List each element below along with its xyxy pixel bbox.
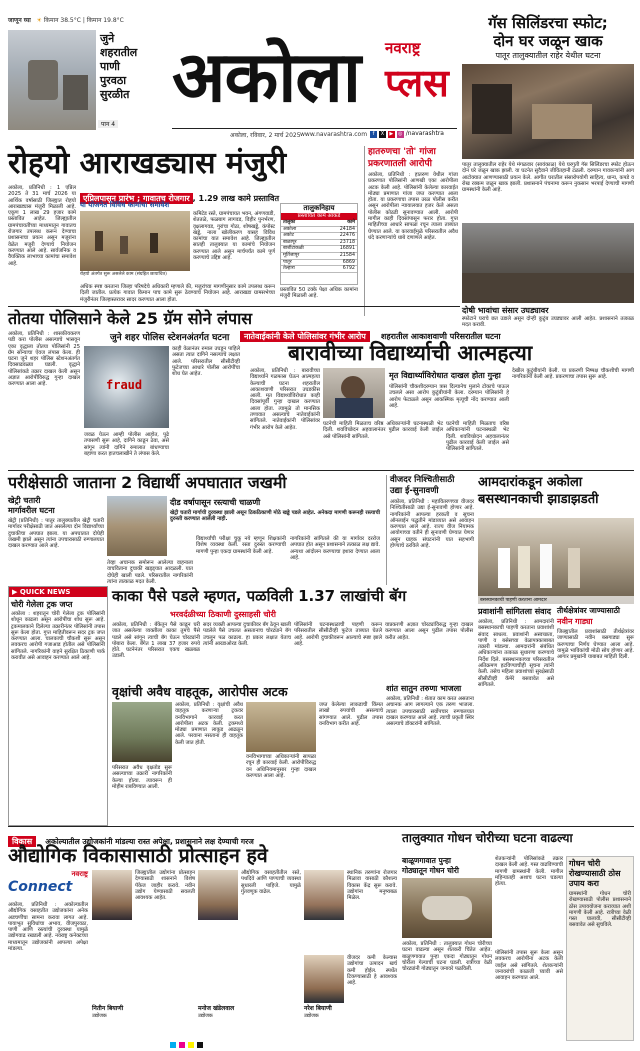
kaka-tag: भरवर्दळीच्या ठिकाणी दुस्साहसी चोरी: [170, 610, 276, 619]
table-cell: बार्शीटाकळी: [281, 246, 324, 253]
table-subtitle: प्रस्तावित कामे आकडे: [281, 213, 357, 220]
teaser-line: सुरळीत: [100, 88, 130, 101]
fraud-photo: [84, 346, 169, 428]
person-name-3: [304, 1005, 399, 1019]
cattle-body-1: अकोला, प्रतिनिधी : तालुक्यात गोधन चोरीच्या घटना वाढल्या असून शेतकरी चिंतेत आहेत. बाळूणगावात पुन्हा एकदा गोठ्यातून गोधन चोरीला गेल्याची घटना घडली. रात्रीच्या वेळी चोरट्यांनी गोठ्यातून जनावरे पळविली.: [402, 941, 492, 973]
trees-photo: [112, 702, 172, 762]
teaser-line: शहरातील: [100, 46, 138, 59]
connect-top: नवराष्ट्र: [71, 870, 88, 878]
lead-subtag: या योजनेत विविध कामांचा समावेश: [80, 201, 170, 209]
electricity-body: अकोला, प्रतिनिधी : महावितरणच्या वीजदर निश्चितीसाठी उद्या ई-सुनावणी होणार आहे. नागरिकांनी आपल्या हरकती व सूचना ऑनलाईन पद्धतीने मांडाव्यात असे आवाहन करण्यात आले आहे. राज्य वीज नियामक आयोगाच्या वतीने ही सुनावणी घेण्यात येणार असून ग्राहक संघटनांनी यात सहभागी होण्याचे ठरविले आहे.: [390, 499, 474, 550]
table-cell: 24184: [324, 226, 357, 233]
kaka-headline: काका पैसे पडले म्हणत, पळविली 1.37 लाखांची बॅग: [112, 587, 407, 605]
accident-left: [8, 496, 104, 582]
table-cell: तेल्हारा: [281, 266, 324, 273]
kaka-col2: सदर व्यक्ती आपल्या दुचाकीवर बॅग ठेवून खाली पडलेले पैसे उचलत असतानाच चोरट्याने बॅग उचलून पळ काढला. हा प्रकार लक्षात येताच त्यांनी आरडाओरड केली.: [203, 622, 291, 647]
kaka-col4: याप्रकरणी अज्ञात चोरट्यांविरुद्ध गुन्हा दाखल करण्यात आला असून पुढील तपास पोलीस करीत आहेत.: [385, 622, 473, 641]
gas-photo: [462, 64, 634, 159]
pravasi-headline: प्रवाशांनी सांगितला संवाद: [478, 607, 551, 616]
tirth-headline-2: नवीन गाड्या: [557, 617, 593, 626]
table-row: [281, 266, 357, 273]
tirth-body: जिल्ह्यातील प्रवाशांसाठी तीर्थक्षेत्रांवर जाण्यासाठी नवीन बसगाड्या सुरू करण्याचा निर्णय घेण्यात आला आहे. यामुळे भाविकांची मोठी सोय होणार आहे. आगार प्रमुखांनी याबाबत माहिती दिली.: [557, 629, 634, 661]
cattle-side-headline-1: गोधन चोरी: [569, 859, 601, 868]
lead-tag: एप्रिलपासून प्रारंभ ; गावातच रोजगार: [80, 193, 193, 204]
mla-photo: [478, 518, 634, 604]
mla-photo-caption: बसस्थानकाची पाहणी करताना आमदार: [478, 596, 634, 604]
trees-col3: जप्त केलेल्या लाकडाची किंमत लाखो रुपयांची असल्याचे सांगण्यात आले. पुढील तपास वनविभाग करीत आहे.: [319, 702, 383, 727]
table-cell: पातूर: [281, 259, 324, 266]
quick-news: [8, 586, 108, 826]
electricity-headline-2: उद्या ई-सुनावणी: [390, 486, 439, 496]
teaser-line: जुने: [100, 32, 115, 45]
trees-photo-2: [246, 702, 316, 752]
tirth-headline-1: तीर्थक्षेत्रांवर जाण्यासाठी: [557, 606, 620, 615]
table-cell: 6869: [324, 259, 357, 266]
person-name-2: [198, 1005, 298, 1019]
accident-headline: परीक्षेसाठी जाताना 2 विद्यार्थी अपघातात जखमी: [8, 473, 287, 492]
p3-title: उद्योजक: [304, 1013, 319, 1019]
mla-headline-box: [478, 474, 634, 516]
weather-label: जाणून घ्या: [8, 17, 31, 24]
lead-bottom-line: प्रस्तावित 50 टक्के पेक्षा अधिक कामांना मंजुरी मिळाली आहे.: [280, 287, 358, 300]
table-row: [281, 226, 357, 233]
road-photo: [107, 496, 167, 556]
social-icons: [370, 130, 444, 138]
lead-photo: [80, 211, 190, 271]
vikas-left-body: अकोला, प्रतिनिधी : अकोल्यातील औद्योगिक वसाहतीत उद्योजकांना अनेक अडचणींचा सामना करावा लागत आहे. पायाभूत सुविधांचा अभाव, वीजपुरवठा, पाणी आणि रस्त्यांची दुरवस्था यामुळे उद्योगवाढ रखडली आहे. नवराष्ट्र कनेक्टच्या माध्यमातून उद्योजकांनी आपल्या अपेक्षा मांडल्या.: [8, 902, 88, 953]
table-cell: अकोट: [281, 233, 324, 240]
p1-title: उद्योजक: [92, 1013, 107, 1019]
trees-col4: परिसरात अवैध वृक्षतोड सुरू असल्याच्या तक्रारी नागरिकांनी केल्या होत्या. त्यावरून ही मोहीम राबविण्यात आली.: [112, 765, 172, 790]
pravasi-body: अकोला, प्रतिनिधी : आमदारांनी बसस्थानकाची पाहणी करताना प्रवाशांशी संवाद साधला. प्रवाशांनी अस्वच्छता, पाणी व बसेसच्या वेळापत्रकाबाबत तक्रारी मांडल्या. आमदारांनी संबंधित अधिकाऱ्यांना तत्काळ सुधारणा करण्याचे निर्देश दिले. बसस्थानकाच्या परिसरातील अतिक्रमण हटविण्याचीही सूचना त्यांनी केली. तसेच महिला प्रवाशांच्या सुरक्षेसाठी सीसीटीव्ही कॅमेरे बसवावेत असे सांगितले.: [478, 619, 554, 688]
masthead-brand: [385, 38, 457, 118]
nate-tag-row: [240, 324, 634, 341]
page-number: पान 4: [98, 120, 118, 128]
vikas-quote-4: वीजदर कमी केल्यास उद्योगांचा उत्पादन खर्च कमी होईल. स्पर्धेत टिकण्यासाठी हे आवश्यक आहे.: [347, 955, 397, 987]
weather-readout: किमान 38.5°C | किमान 19.8°C: [43, 17, 124, 24]
student-headline: बारावीच्या विद्यार्थ्याची आत्महत्या: [288, 341, 533, 365]
hathurna-story: [364, 146, 458, 316]
cattle-side-box: [566, 856, 634, 1041]
pravasi-story: [478, 606, 554, 816]
lead-tag-row: [80, 186, 363, 203]
teaser-photo: [8, 30, 96, 130]
vikas-tag-rest: अकोल्यातील उद्योजकांनी मांडल्या रास्त अपेक्षा, प्रशासनाने लक्ष देण्याची गरज: [45, 837, 254, 846]
gas-story: [462, 14, 634, 339]
lead-col1-text: अकोला, प्रतिनिधी : 1 एप्रिल 2025 ते 31 मार्च 2026 या आर्थिक वर्षासाठी जिल्ह्यात रोहयो आराखड्यास मंजुरी मिळाली आहे. एकूण 1 लाख 29 हजार कामे प्रस्तावित आहेत. जिल्ह्यातील ग्रामपंचायतींच्या माध्यमातून गावातच रोजगार उपलब्ध करून देण्याचा प्रशासनाचा प्रयत्न असून मजुरांना वेळेत मजुरी देण्याचे नियोजन करण्यात आले आहे. सार्वजनिक व वैयक्तिक लाभाच्या कामांचा समावेश आहे.: [8, 185, 76, 267]
road-caption: दीड वर्षापासून रस्त्याची चाळणी: [170, 498, 261, 507]
student-photo: [323, 368, 385, 418]
cattle-body-2: शेतकऱ्यांनी पोलिसांकडे तक्रार दाखल केली आहे. गस्त वाढविण्याची मागणी ग्रामस्थांनी केली. मागील महिन्यातही अशाच घटना घडल्या होत्या.: [495, 856, 563, 888]
student-sub: मृत विद्यार्थ्याविरोधात दाखल होता गुन्हा: [389, 371, 501, 380]
accident-col-b: विद्यार्थ्यांची परीक्षा चुकू नये म्हणून शिक्षकांनी विशेष व्यवस्था केली. रस्ता दुरुस्त करण्याची मागणी पुन्हा एकदा ग्रामस्थांनी केली आहे.: [196, 536, 286, 555]
gas-footer-headline: दोषी भावांचा संसार उघड्यावर: [462, 306, 549, 315]
quick-news-headline: चोरी गेलेला ट्रक जप्त: [11, 600, 73, 609]
vikas-headline: औद्योगिक विकासासाठी प्रोत्साहन हवे: [8, 844, 268, 867]
connect-logo: [8, 870, 88, 900]
nate-tag-right: शहरातील आकाशवाणी परिसरातील घटना: [380, 332, 501, 341]
table-cell: बाळापूर: [281, 239, 324, 246]
teaser-line: पाणी: [100, 60, 120, 73]
trees-col2: वनविभागाच्या अधिकाऱ्यांनी सापळा रचून ही कारवाई केली. आरोपीविरुद्ध वन अधिनियमानुसार गुन्हा दाखल करण्यात आला आहे.: [246, 754, 316, 779]
edition-line: अकोला, रविवार, 2 मार्च 2025: [230, 132, 301, 139]
road-body: खेट्री चतारी मार्गाची दुरवस्था झाली असून ठिकठिकाणी मोठे खड्डे पडले आहेत. अनेकदा मागणी करूनही रस्त्याची दुरुस्ती करण्यात आलेली नाही.: [170, 510, 380, 523]
cattle-side-headline-2: रोखण्यासाठी ठोस: [569, 869, 621, 878]
student-col1: अकोला, प्रतिनिधी : बारावीच्या विद्यार्थ्याने गळफास घेऊन आत्महत्या केल्याची घटना शहरातील आकाशवाणी परिसरात उघडकीस आली. मृत विद्यार्थ्याविरोधात काही दिवसांपूर्वी गुन्हा दाखल करण्यात आला होता. त्यामुळे तो मानसिक तणावात असल्याचे नातेवाईकांनी सांगितले. नातेवाईकांनी पोलिसांवर गंभीर आरोप केले आहेत.: [250, 368, 320, 431]
gas-headline-1: गॅस सिलिंडरचा स्फोट;: [488, 14, 608, 32]
person-photo-1: [92, 870, 132, 920]
lead-col3: अधिक स्पष्ट करताना जिल्हा परिषदेचे अधिकारी म्हणाले की, मजुरांच्या मागणीनुसार कामे उपलब्ध करून दिली जातील. प्रत्येक गावात किमान पाच कामे सुरू ठेवण्याचे नियोजन आहे. आराखडा ग्रामसभेच्या मंजुरीनंतर जिल्हास्तरावर सादर करण्यात आला होता.: [80, 284, 275, 303]
p1-name: नितीन बियाणी: [92, 1005, 124, 1012]
accident-left-body: खेट्री (प्रतिनिधी) : पातूर तालुक्यातील खेट्री चतारी मार्गावर परीक्षेसाठी जात असलेल्या दोन विद्यार्थ्यांच्या दुचाकीचा अपघात झाला. या अपघातात दोघेही जखमी झाले असून त्यांना उपचारासाठी रुग्णालयात दाखल करण्यात आले आहे.: [8, 518, 104, 550]
kaka-col3: पोलिसांनी घटनास्थळाची पाहणी करून परिसरातील सीसीटीव्ही फुटेज ताब्यात घेतले आहे. आरोपी दुचाकीवरून आल्याचे स्पष्ट झाले आहे.: [294, 622, 382, 647]
nate-tag: नातेवाईकांनी केले पोलिसांवर गंभीर आरोप: [240, 331, 370, 342]
section-divider: [8, 826, 634, 827]
cattle-side-headline-3: उपाय करा: [569, 879, 599, 888]
lead-photo-caption: रोहयो अंतर्गत सुरू असलेले काम (संग्रहित छायाचित्र): [80, 272, 167, 277]
hathurna-headline-2: प्रकरणातली आरोपी: [368, 159, 432, 169]
fraud-label: fraud: [106, 378, 143, 392]
tirth-story: [557, 606, 634, 816]
person-photo-4: [304, 955, 344, 1003]
table-cell: 6792: [324, 266, 357, 273]
cattle-side-body: ग्रामस्थांनी गोधन चोरी रोखण्यासाठी पोलीस प्रशासनाने ठोस उपाययोजना कराव्यात अशी मागणी केली आहे. रात्रीच्या वेळी गस्त घालावी, सीसीटीव्ही बसवावेत असे सुचविले.: [569, 891, 631, 929]
gas-headline-2: दोन घर जळून खाक: [493, 32, 603, 50]
accident-col-a: तेव्हा अचानक समोरून आलेल्या वाहनाला वाचविताना दुचाकी खड्ड्यात आदळली. यात दोघेही खाली पडले. परिसरातील नागरिकांनी त्यांना तात्काळ मदत केली.: [107, 560, 193, 585]
website-link[interactable]: www.navarashtra.com: [300, 131, 368, 138]
student-col2: पोलिसांनी चौकशीदरम्यान त्रास दिल्यानेच मुलाने टोकाचे पाऊल उचलले असा आरोप कुटुंबीयांनी केला. दरम्यान पोलिसांनी हे आरोप फेटाळले असून आकस्मिक मृत्यूची नोंद करण्यात आली आहे.: [389, 384, 509, 409]
hathurna-headline-1: हातरुणचा 'तो' गांजा: [368, 147, 436, 157]
table-cell: 23718: [324, 239, 357, 246]
student-col5: घटनेची माहिती मिळताच वरिष्ठ अधिकाऱ्यांनी घटनास्थळी भेट दिली. शवविच्छेदन अहवालानंतर पुढील कारवाई केली जाईल असे पोलिसांनी सांगितले.: [446, 421, 509, 453]
lead-col1: [8, 185, 76, 295]
electricity-story: [386, 475, 474, 585]
cattle-sub-2: गोठ्यातून गोधन चोरी: [402, 866, 459, 875]
gold-col2: जवळ येऊन आम्ही पोलीस आहोत, पुढे तपासणी सुरू आहे, दागिने काढून ठेवा, असे सांगून त्यांनी दागिने रुमालात बांधण्याचा बहाणा करत हातचलाखीने ते लंपास केले.: [84, 432, 169, 457]
kaka-col1: अकोला, प्रतिनिधी : बँकेतून पैसे काढून घरी जात असलेल्या व्यक्तीला काका तुमचे पैसे पडले असे सांगून त्याची बॅग घेऊन चोरट्यांनी पोबारा केला. बॅगेत 1 लाख 37 हजार रुपये होते. घटनेनंतर परिसरात एकच खळबळ उडाली.: [112, 622, 200, 660]
accident-left-sub-2: मार्गावरील घटना: [8, 506, 55, 515]
cattle-headline: तालुक्यात गोधन चोरीच्या घटना वाढल्या: [402, 831, 573, 845]
gas-footer-body: स्फोटाने घराचे छत उडाले असून दोन्ही कुटुंब उघड्यावर आली आहेत. प्रशासनाने तत्काळ मदत करावी.: [462, 316, 634, 329]
cattle-sub-1: बाळूणगावात पुन्हा: [402, 856, 451, 865]
weather-strip: [8, 16, 268, 26]
table-cell: 16891: [324, 246, 357, 253]
cattle-body-3: पोलिसांनी तपास सुरू केला असून लवकरच आरोपींना अटक केली जाईल असे सांगितले. शेतकऱ्यांनी जनावरांची काळजी घ्यावी असे आवाहन करण्यात आले.: [495, 950, 563, 982]
section-divider: [8, 306, 460, 307]
vikas-quote-1: जिल्ह्यातील उद्योगांना प्रोत्साहन देण्यासाठी शासनाने विशेष पॅकेज जाहीर करावे. नवीन उद्योग येण्यासाठी सवलती आवश्यक आहेत.: [135, 870, 195, 902]
mla-headline: आमदारांकडून अकोला बसस्थानकाची झाडाझडती: [478, 475, 599, 507]
student-col3: घटनेची माहिती मिळताच वरिष्ठ अधिकाऱ्यांनी घटनास्थळी भेट दिली. शवविच्छेदन अहवालानंतर पुढील कारवाई केली जाईल असे पोलिसांनी सांगितले.: [323, 421, 443, 440]
cattle-photo: [402, 878, 492, 938]
masthead-title: अकोला: [172, 36, 360, 118]
gas-subhead: पातूर तालुक्यातील राहेर येथील घटना: [495, 51, 601, 60]
quick-news-body: अकोला : शहरातून चोरी गेलेला ट्रक पोलिसांनी शोधून काढला असून आरोपींचा शोध सुरू आहे. ट्रकमालकाने दिलेल्या तक्रारीनंतर पोलिसांनी तपास सुरू केला होता. गुप्त माहितीवरून सदर ट्रक जप्त करण्यात आला. चालकाची चौकशी सुरू असून लवकरच आरोपी गजाआड होतील असे पोलिसांनी सांगितले. नागरिकांनी वाहने सुरक्षित ठिकाणी पार्क करावीत असे आवाहन करण्यात आले आहे.: [11, 611, 105, 662]
p3-name: नरेश बियाणी: [304, 1005, 332, 1012]
lead-table: [280, 203, 358, 285]
youtube-icon[interactable]: ▶: [389, 131, 394, 137]
trees-col1: अकोला, प्रतिनिधी : वृक्षांची अवैध वाहतूक करणाऱ्या ट्रकवर वनविभागाने कारवाई करत आरोपीला अटक केली. ट्रकमध्ये मोठ्या प्रमाणात लाकूड आढळून आले. परवाना नसताना ही वाहतूक केली जात होती.: [175, 702, 243, 746]
lead-col2: कमिटेड रस्ते, ग्रामपंचायत भवन, अंगणवाडी, शेततळे, फळबाग लागवड, विहीर पुनर्भरण, वृक्षलागवड, गुरांचा गोठा, शोषखड्डे, कंपोस्ट खड्डे, नाला खोलीकरण यासह विविध कामांचा यात समावेश आहे. जिल्ह्यातील सातही तालुक्यात या कामांचे नियोजन करण्यात आले असून मार्चपर्यंत कामे पूर्ण करण्याचे उद्दिष्ट आहे.: [193, 211, 275, 262]
shanti-story: [386, 683, 474, 813]
gas-photo-2: [462, 223, 634, 303]
table-row: [281, 259, 357, 266]
table-cell: अकोला: [281, 226, 324, 233]
registration-marks: [170, 1042, 470, 1048]
accident-col-c: नागरिकांनी सांगितले की या मार्गावर दररोज अपघात होत असून प्रशासनाने तत्काळ लक्ष द्यावे. अन्यथा आंदोलन करण्याचा इशारा देण्यात आला आहे.: [290, 536, 381, 561]
brand-bottom: प्लस: [385, 61, 449, 105]
gold-headline: तोतया पोलिसाने केले 25 ग्रॅम सोने लंपास: [8, 309, 253, 328]
quick-news-icon: ▶: [12, 588, 18, 596]
table-cell: 21584: [324, 252, 357, 259]
table-row: [281, 252, 357, 259]
shanti-headline: शांत सातुन तरुणा भाजला: [386, 684, 462, 693]
person-name-1: [92, 1005, 192, 1019]
teaser-headline: [100, 32, 170, 132]
table-title: तालुकनिहाय: [303, 204, 335, 212]
sun-icon: ☀: [36, 17, 42, 24]
student-col4: देखील कुटुंबीयांनी केली. या प्रकरणी निष्पक्ष चौकशीची मागणी नागरिकांनी केली आहे. प्रकरणाचा तपास सुरू आहे.: [512, 368, 634, 381]
instagram-icon[interactable]: ◎: [398, 131, 403, 137]
table-cell: 22476: [324, 233, 357, 240]
section-divider: [8, 470, 634, 471]
trees-headline: वृक्षांची अवैध वाहतूक, आरोपीस अटक: [112, 684, 288, 699]
electricity-headline-1: वीजदर निश्चितीसाठी: [390, 475, 455, 485]
masthead-rule: [172, 128, 457, 129]
lead-headline: रोहयो आराखड्यास मंजुरी: [8, 146, 287, 181]
vikas-tag-row: [8, 829, 408, 846]
table-row: [281, 233, 357, 240]
table-cell: मूर्तिजापूर: [281, 252, 324, 259]
vikas-quote-3: स्थानिक तरुणांना रोजगार मिळावा यासाठी कौशल्य विकास केंद्र सुरू करावे. उद्योगांना मनुष्यबळ मिळेल.: [347, 870, 397, 902]
quick-news-label-text: QUICK NEWS: [19, 588, 71, 596]
gold-col1: अकोला, प्रतिनिधी : शासकीयकरण पडी करा पोलीस असल्याचे भासवून एका वृद्धाला तोतया पोलिसांनी 25 ग्रॅम सोन्याचा ऐवज लंपास केला. ही घटना जुने शहर पोलिस स्टेशनअंतर्गत दिवसाढवळ्या घडली. वृद्धाने पोलिसांकडे तक्रार दाखल केली असून अज्ञात आरोपींविरुद्ध गुन्हा दाखल करण्यात आला आहे.: [8, 331, 80, 388]
person-photo-2: [198, 870, 238, 920]
table-header: तालुका: [281, 220, 324, 226]
p2-title: उद्योजक: [198, 1013, 213, 1019]
teaser-line: पुरवठा: [100, 74, 127, 87]
vikas-tag: विकास: [8, 836, 36, 847]
person-photo-3: [304, 870, 344, 920]
accident-left-sub-1: खेट्री चतारी: [8, 496, 41, 505]
p2-name: मनोज खंडेलवाल: [198, 1005, 235, 1012]
hathurna-body: अकोला, प्रतिनिधी : हातरुण येथील गांजा प्रकरणात पोलिसांनी आणखी एका आरोपीला अटक केली आहे. पोलिसांनी केलेल्या कारवाईत मोठ्या प्रमाणात गांजा जप्त करण्यात आला होता. या प्रकरणाचा तपास उरळ पोलीस करीत असून आरोपीला न्यायालयात हजर केले असता पोलीस कोठडी सुनावण्यात आली. आरोपी मागील काही दिवसांपासून फरार होता. गुप्त माहितीच्या आधारे सापळा रचून त्याला ताब्यात घेण्यात आले. या कारवाईमुळे परिसरातील अवैध धंदे करणाऱ्यांचे धाबे दणाणले आहेत.: [368, 172, 458, 241]
shanti-body: अकोला, प्रतिनिधी : शेतात काम करत असताना अचानक आग लागल्याने एक तरुण भाजला. त्याला उपचारासाठी सर्वोपचार रुग्णालयात दाखल करण्यात आले आहे. त्याची प्रकृती स्थिर असल्याचे डॉक्टरांनी सांगितले.: [386, 696, 474, 728]
x-icon[interactable]: X: [380, 131, 385, 137]
brand-top: नवराष्ट्र: [385, 39, 421, 57]
connect-word: Connect: [8, 879, 73, 895]
gold-col3: काही वेळानंतर रुमाल उघडून पाहिले असता त्यात दागिने नसल्याचे लक्षात आले. परिसरातील सीसीटीव्ही फुटेजच्या आधारे पोलीस आरोपींचा शोध घेत आहेत.: [172, 346, 240, 378]
taluka-table: [281, 220, 357, 273]
table-row: [281, 246, 357, 253]
lead-tag-rest: , 1.29 लाख कामे प्रस्तावित: [192, 194, 280, 203]
table-header: कामे: [324, 220, 357, 226]
facebook-icon[interactable]: f: [370, 131, 377, 138]
gas-body: पातूर तालुक्यातील राहेर येथे मंगळवार (सायंकाळ) येथे घरगुती गॅस सिलिंडरचा स्फोट होऊन दोन घरे जळून खाक झाली. या घटनेत सुदैवाने जीवितहानी टळली. दरम्यान गावकऱ्यांनी आग आटोक्यात आणण्यासाठी प्रयत्न केले. आगीत घरातील संसारोपयोगी साहित्य, धान्य, कपडे व रोख रक्कम जळून खाक झाली. प्रशासनाने पंचनामा करून नुकसान भरपाई देण्याची मागणी ग्रामस्थांनी केली आहे.: [462, 162, 634, 194]
vikas-quote-2: औद्योगिक वसाहतीतील रस्ते, पथदिवे आणि पाण्याची व्यवस्था सुधारली पाहिजे. यामुळे गुंतवणूक वाढेल.: [241, 870, 301, 895]
cattle-sub: [402, 856, 492, 876]
social-handle[interactable]: /navarashtra: [405, 130, 444, 137]
quick-news-label: [9, 587, 107, 597]
gold-sub: जुने शहर पोलिस स्टेशनअंतर्गत घटना: [110, 333, 230, 343]
table-row: [281, 239, 357, 246]
